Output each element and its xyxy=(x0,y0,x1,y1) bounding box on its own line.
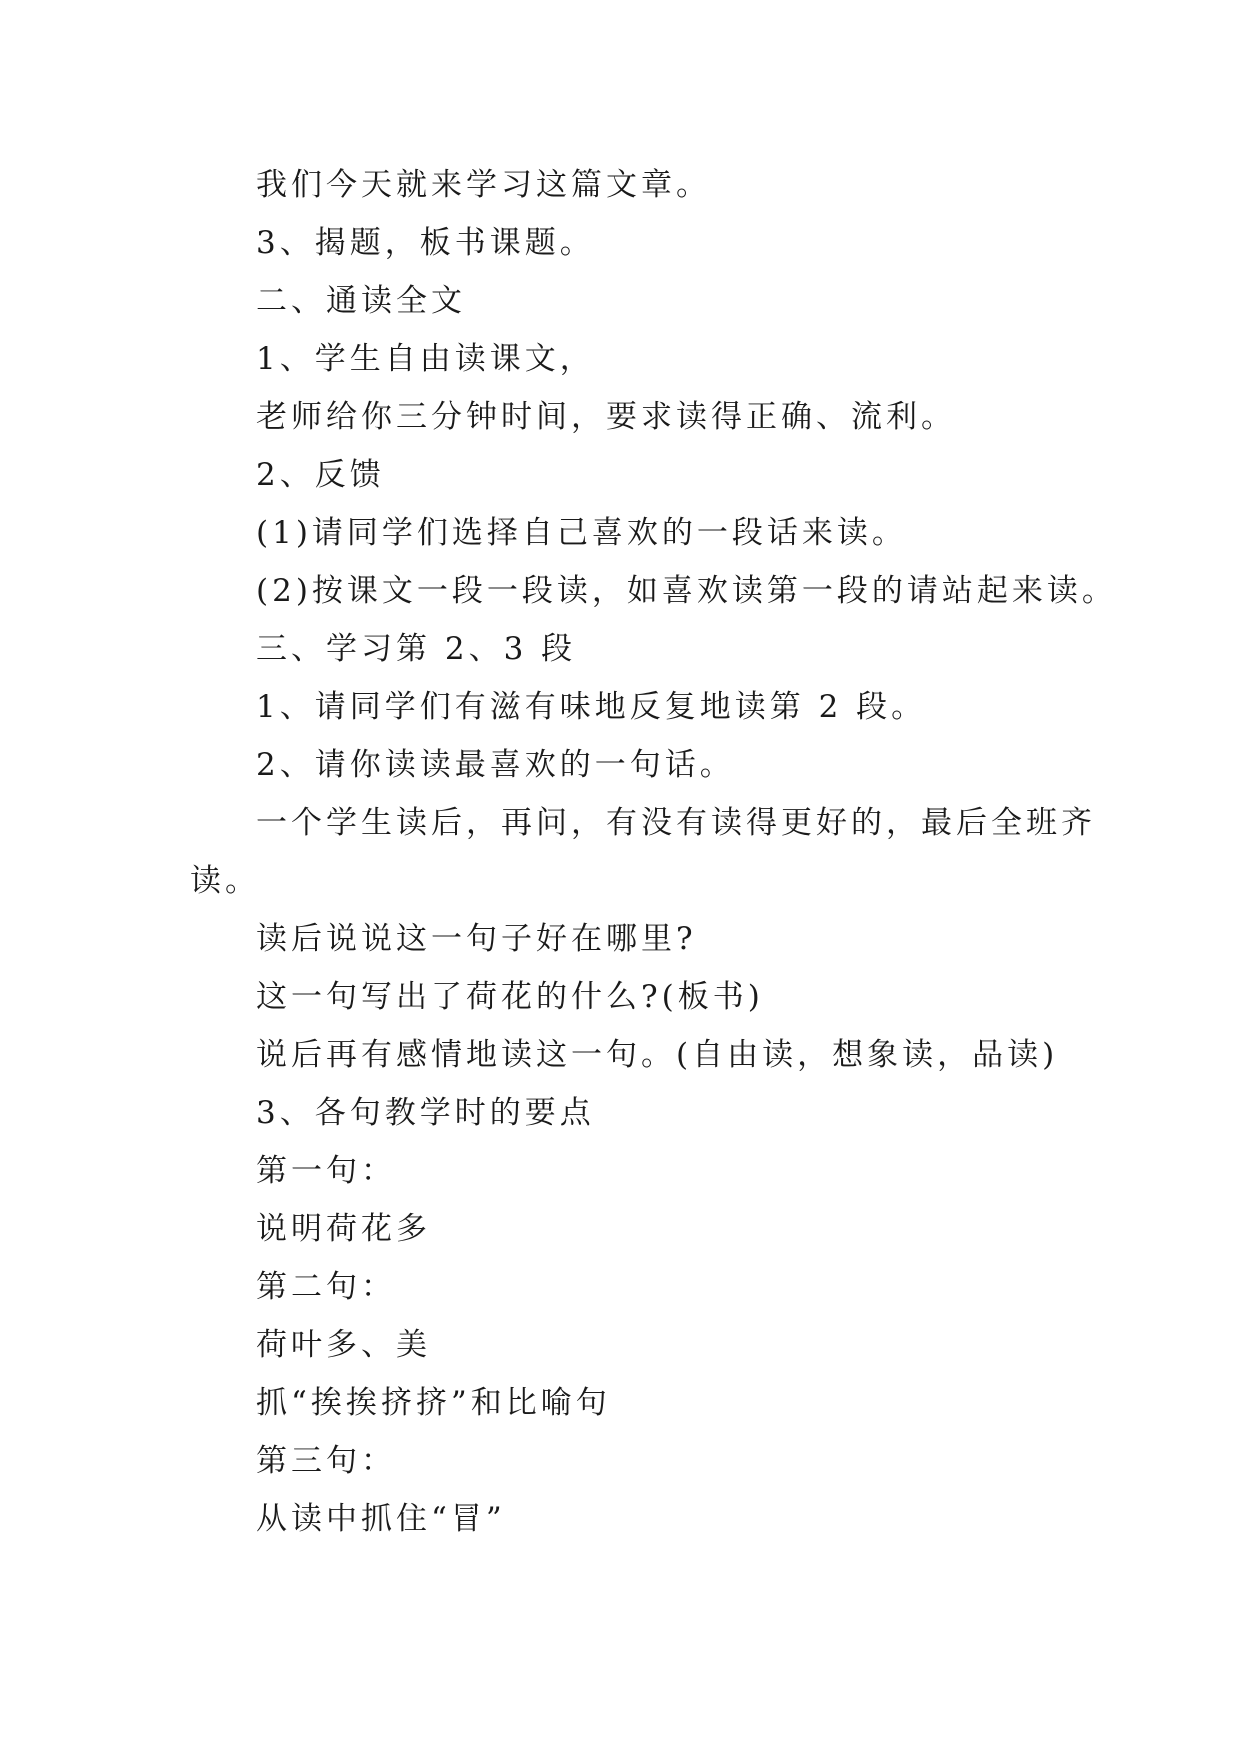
text-line: 2、反馈 xyxy=(256,457,385,493)
text-line: 荷叶多、美 xyxy=(256,1327,431,1363)
text-line: 老师给你三分钟时间，要求读得正确、流利。 xyxy=(256,399,956,435)
section-heading: 二、通读全文 xyxy=(256,283,466,319)
text-line: 3、揭题，板书课题。 xyxy=(256,225,595,261)
text-line: 读。 xyxy=(190,863,260,899)
text-line: 一个学生读后，再问，有没有读得更好的，最后全班齐 xyxy=(256,805,1096,841)
section-heading: 三、学习第 2、3 段 xyxy=(256,631,577,667)
text-line: 抓“挨挨挤挤”和比喻句 xyxy=(256,1385,611,1421)
text-line: 第二句： xyxy=(256,1269,396,1305)
text-line: 说明荷花多 xyxy=(256,1211,431,1247)
text-line: 1、学生自由读课文， xyxy=(256,341,595,377)
text-line: 3、各句教学时的要点 xyxy=(256,1095,595,1131)
text-line: 2、请你读读最喜欢的一句话。 xyxy=(256,747,735,783)
text-line: 读后说说这一句子好在哪里? xyxy=(256,921,697,957)
text-line: 这一句写出了荷花的什么?(板书) xyxy=(256,979,764,1015)
text-line: 1、请同学们有滋有味地反复地读第 2 段。 xyxy=(256,689,927,725)
text-line: 第三句： xyxy=(256,1443,396,1479)
text-line: 我们今天就来学习这篇文章。 xyxy=(256,167,711,203)
text-line: (2)按课文一段一段读，如喜欢读第一段的请站起来读。 xyxy=(256,573,1117,609)
text-line: 从读中抓住“冒” xyxy=(256,1501,506,1537)
text-line: (1)请同学们选择自己喜欢的一段话来读。 xyxy=(256,515,907,551)
text-line: 说后再有感情地读这一句。(自由读，想象读，品读) xyxy=(256,1037,1059,1073)
text-line: 第一句： xyxy=(256,1153,396,1189)
